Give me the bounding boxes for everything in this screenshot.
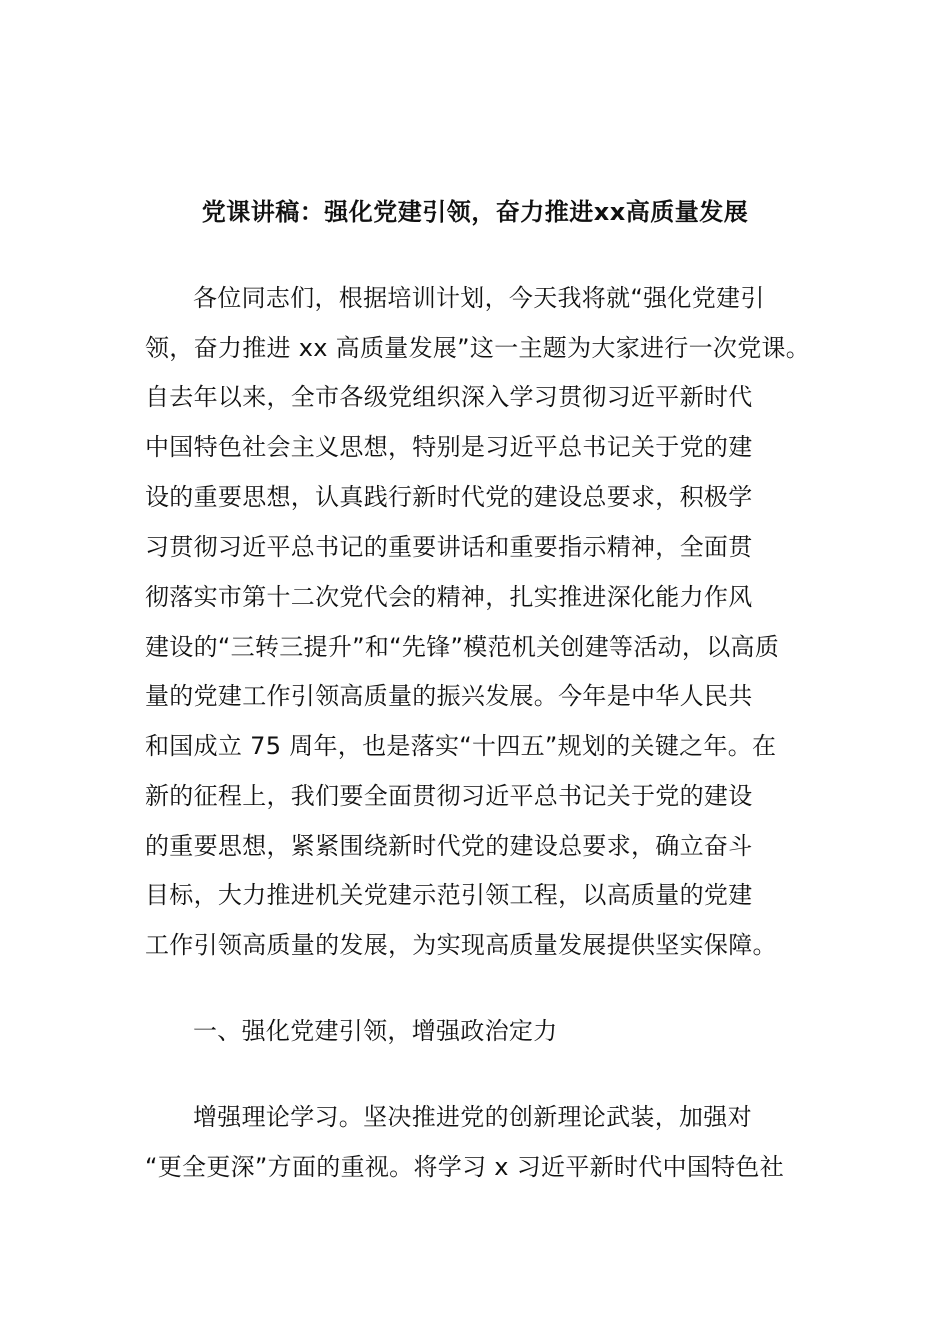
document-title: 党课讲稿：强化党建引领，奋力推进xx高质量发展: [201, 198, 749, 226]
section-line-1: 增强理论学习。坚决推进党的创新理论武装，加强对: [193, 1103, 752, 1131]
intro-line-10: 和国成立 75 周年，也是落实“十四五”规划的关键之年。在: [145, 732, 777, 760]
intro-line-6: 习贯彻习近平总书记的重要讲话和重要指示精神，全面贯: [145, 533, 753, 561]
intro-line-9: 量的党建工作引领高质量的振兴发展。今年是中华人民共: [145, 682, 753, 710]
section-heading: 一、强化党建引领，增强政治定力: [193, 1017, 558, 1045]
intro-line-11: 新的征程上，我们要全面贯彻习近平总书记关于党的建设: [145, 782, 753, 810]
intro-line-13: 目标，大力推进机关党建示范引领工程，以高质量的党建: [145, 881, 753, 909]
section-line-2: “更全更深”方面的重视。将学习 x 习近平新时代中国特色社: [145, 1153, 785, 1181]
intro-line-7: 彻落实市第十二次党代会的精神，扎实推进深化能力作风: [145, 583, 753, 611]
intro-line-4: 中国特色社会主义思想，特别是习近平总书记关于党的建: [145, 433, 753, 461]
intro-line-8: 建设的“三转三提升”和“先锋”模范机关创建等活动，以高质: [145, 633, 780, 661]
intro-line-12: 的重要思想，紧紧围绕新时代党的建设总要求，确立奋斗: [145, 832, 753, 860]
intro-line-14: 工作引领高质量的发展，为实现高质量发展提供坚实保障。: [145, 931, 777, 959]
intro-line-1: 各位同志们，根据培训计划，今天我将就“强化党建引: [193, 284, 765, 312]
intro-line-3: 自去年以来，全市各级党组织深入学习贯彻习近平新时代: [145, 383, 753, 411]
intro-line-5: 设的重要思想，认真践行新时代党的建设总要求，积极学: [145, 483, 753, 511]
intro-line-2: 领，奋力推进 xx 高质量发展”这一主题为大家进行一次党课。: [145, 334, 811, 362]
